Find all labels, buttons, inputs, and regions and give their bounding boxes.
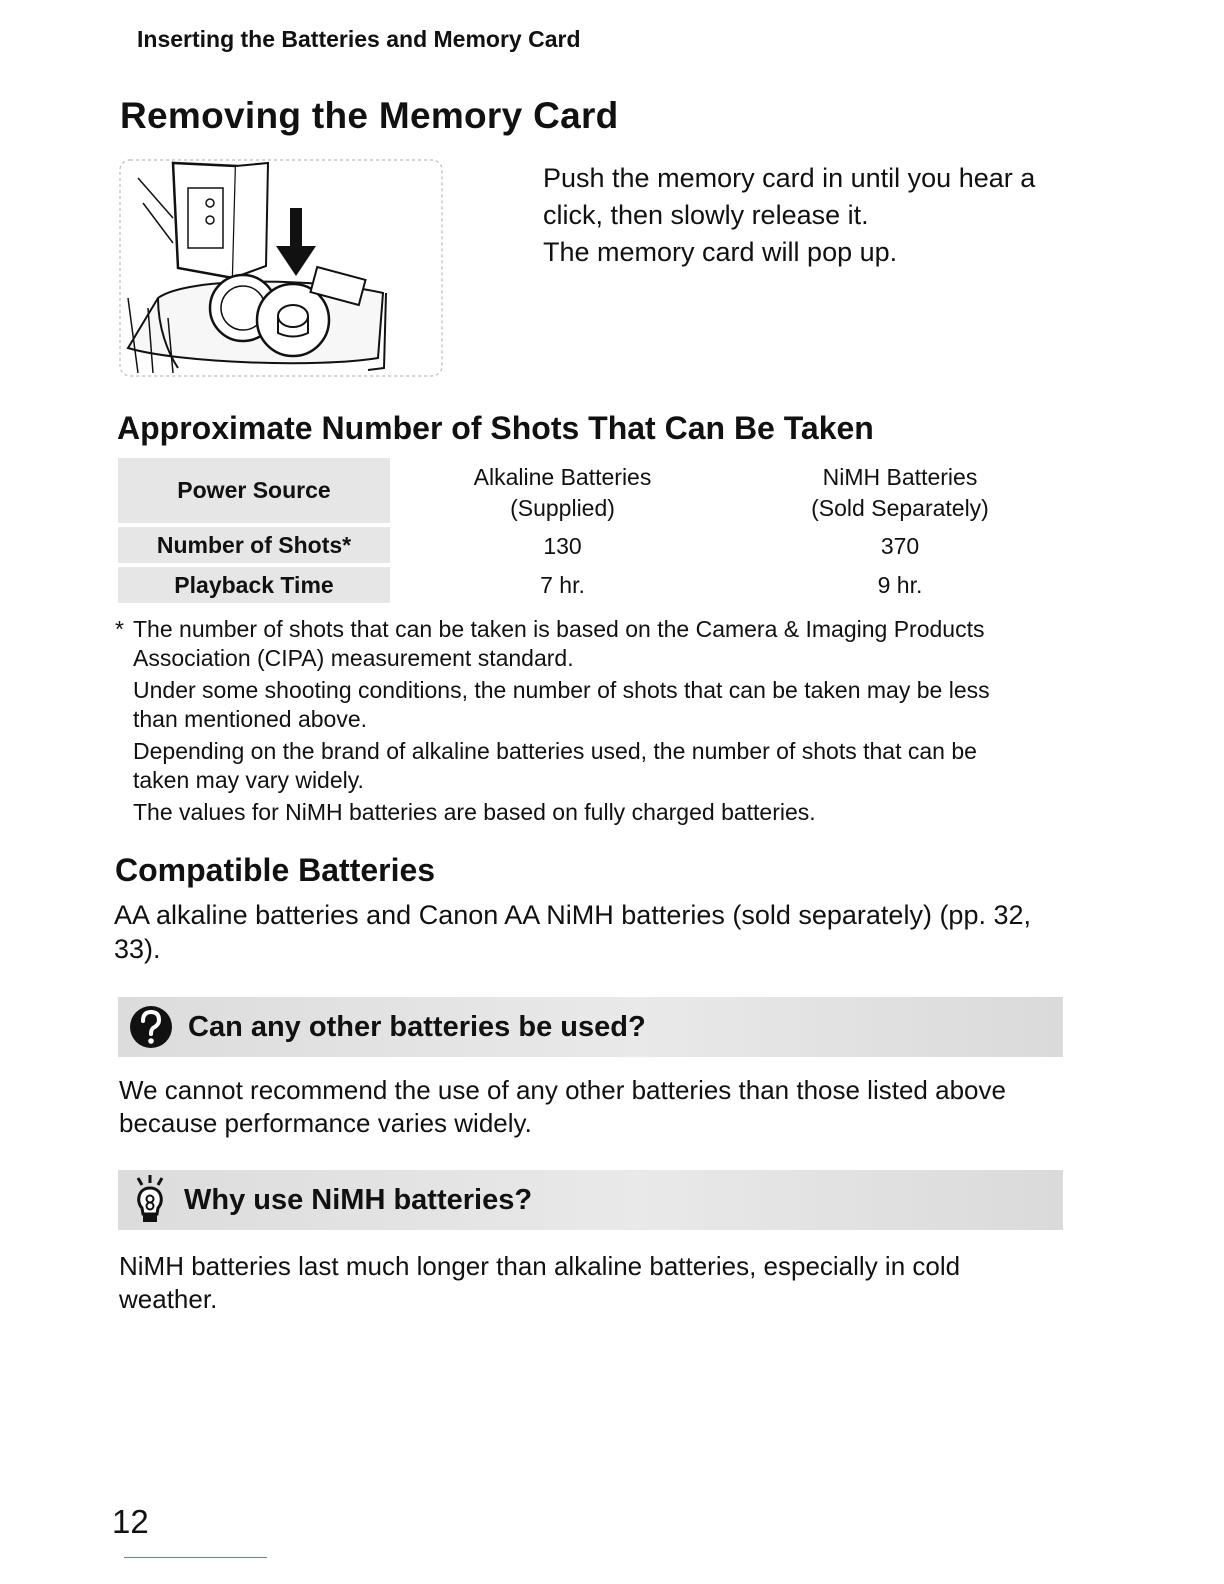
nimh-header-line1: NiMH Batteries xyxy=(822,464,978,490)
note-line: than mentioned above. xyxy=(133,706,368,732)
faq-line: We cannot recommend the use of any other batteries than those listed above xyxy=(119,1075,1006,1105)
note-line: The values for NiMH batteries are based on fully charged batteries. xyxy=(133,799,816,825)
nimh-playback: 9 hr. xyxy=(877,572,923,598)
removing-instructions xyxy=(543,160,1103,271)
note-line: taken may vary widely. xyxy=(133,767,364,793)
row-label-playback-time: Playback Time xyxy=(118,567,390,603)
nimh-header xyxy=(770,462,1030,524)
hint-line: weather. xyxy=(119,1284,218,1314)
alkaline-shots: 130 xyxy=(543,533,582,559)
row-label-power-source: Power Source xyxy=(118,458,390,523)
camera-card-illustration xyxy=(118,158,444,378)
note-item xyxy=(115,676,1075,734)
note-line: Depending on the brand of alkaline batteries used, the number of shots that can be xyxy=(133,738,977,764)
hint-title: Why use NiMH batteries? xyxy=(184,1183,533,1216)
hint-answer xyxy=(119,1250,1099,1316)
note-line: The number of shots that can be taken is based on the Camera & Imaging Products xyxy=(133,616,985,642)
note-item xyxy=(115,798,1075,827)
removing-card-title: Removing the Memory Card xyxy=(120,95,619,136)
shots-notes xyxy=(115,615,1075,830)
lightbulb-icon xyxy=(130,1174,170,1226)
compatible-line: AA alkaline batteries and Canon AA NiMH batteries (sold separately) (pp. 32, xyxy=(114,900,1031,930)
instruction-line: click, then slowly release it. xyxy=(543,200,869,230)
faq-line: because performance varies widely. xyxy=(119,1108,532,1138)
section-header: Inserting the Batteries and Memory Card xyxy=(137,26,581,52)
instruction-line: The memory card will pop up. xyxy=(543,237,898,267)
page-number: 12 xyxy=(112,1503,149,1540)
compatible-title: Compatible Batteries xyxy=(115,852,436,888)
instruction-line: Push the memory card in until you hear a xyxy=(543,163,1036,193)
alkaline-header xyxy=(430,462,695,524)
alkaline-header-line1: Alkaline Batteries xyxy=(473,464,652,490)
note-item xyxy=(115,615,1075,673)
faq-answer xyxy=(119,1074,1099,1140)
compatible-text xyxy=(114,898,1094,966)
note-asterisk: * xyxy=(115,616,124,642)
note-item xyxy=(115,737,1075,795)
shots-title: Approximate Number of Shots That Can Be Taken xyxy=(117,410,874,446)
question-icon xyxy=(128,1002,174,1052)
hint-bar xyxy=(118,1170,1063,1230)
hint-line: NiMH batteries last much longer than alkaline batteries, especially in cold xyxy=(119,1251,961,1281)
note-line: Under some shooting conditions, the number of shots that can be taken may be less xyxy=(133,677,990,703)
nimh-header-line2: (Sold Separately) xyxy=(811,495,989,521)
nimh-shots: 370 xyxy=(880,533,920,559)
note-line: Association (CIPA) measurement standard. xyxy=(133,645,574,671)
page-divider xyxy=(124,1557,267,1558)
alkaline-header-line2: (Supplied) xyxy=(510,495,615,521)
compatible-line: 33). xyxy=(114,934,161,964)
alkaline-playback: 7 hr. xyxy=(540,572,585,598)
faq-title: Can any other batteries be used? xyxy=(188,1010,646,1043)
faq-bar xyxy=(118,997,1063,1057)
row-label-number-of-shots: Number of Shots* xyxy=(118,527,390,563)
